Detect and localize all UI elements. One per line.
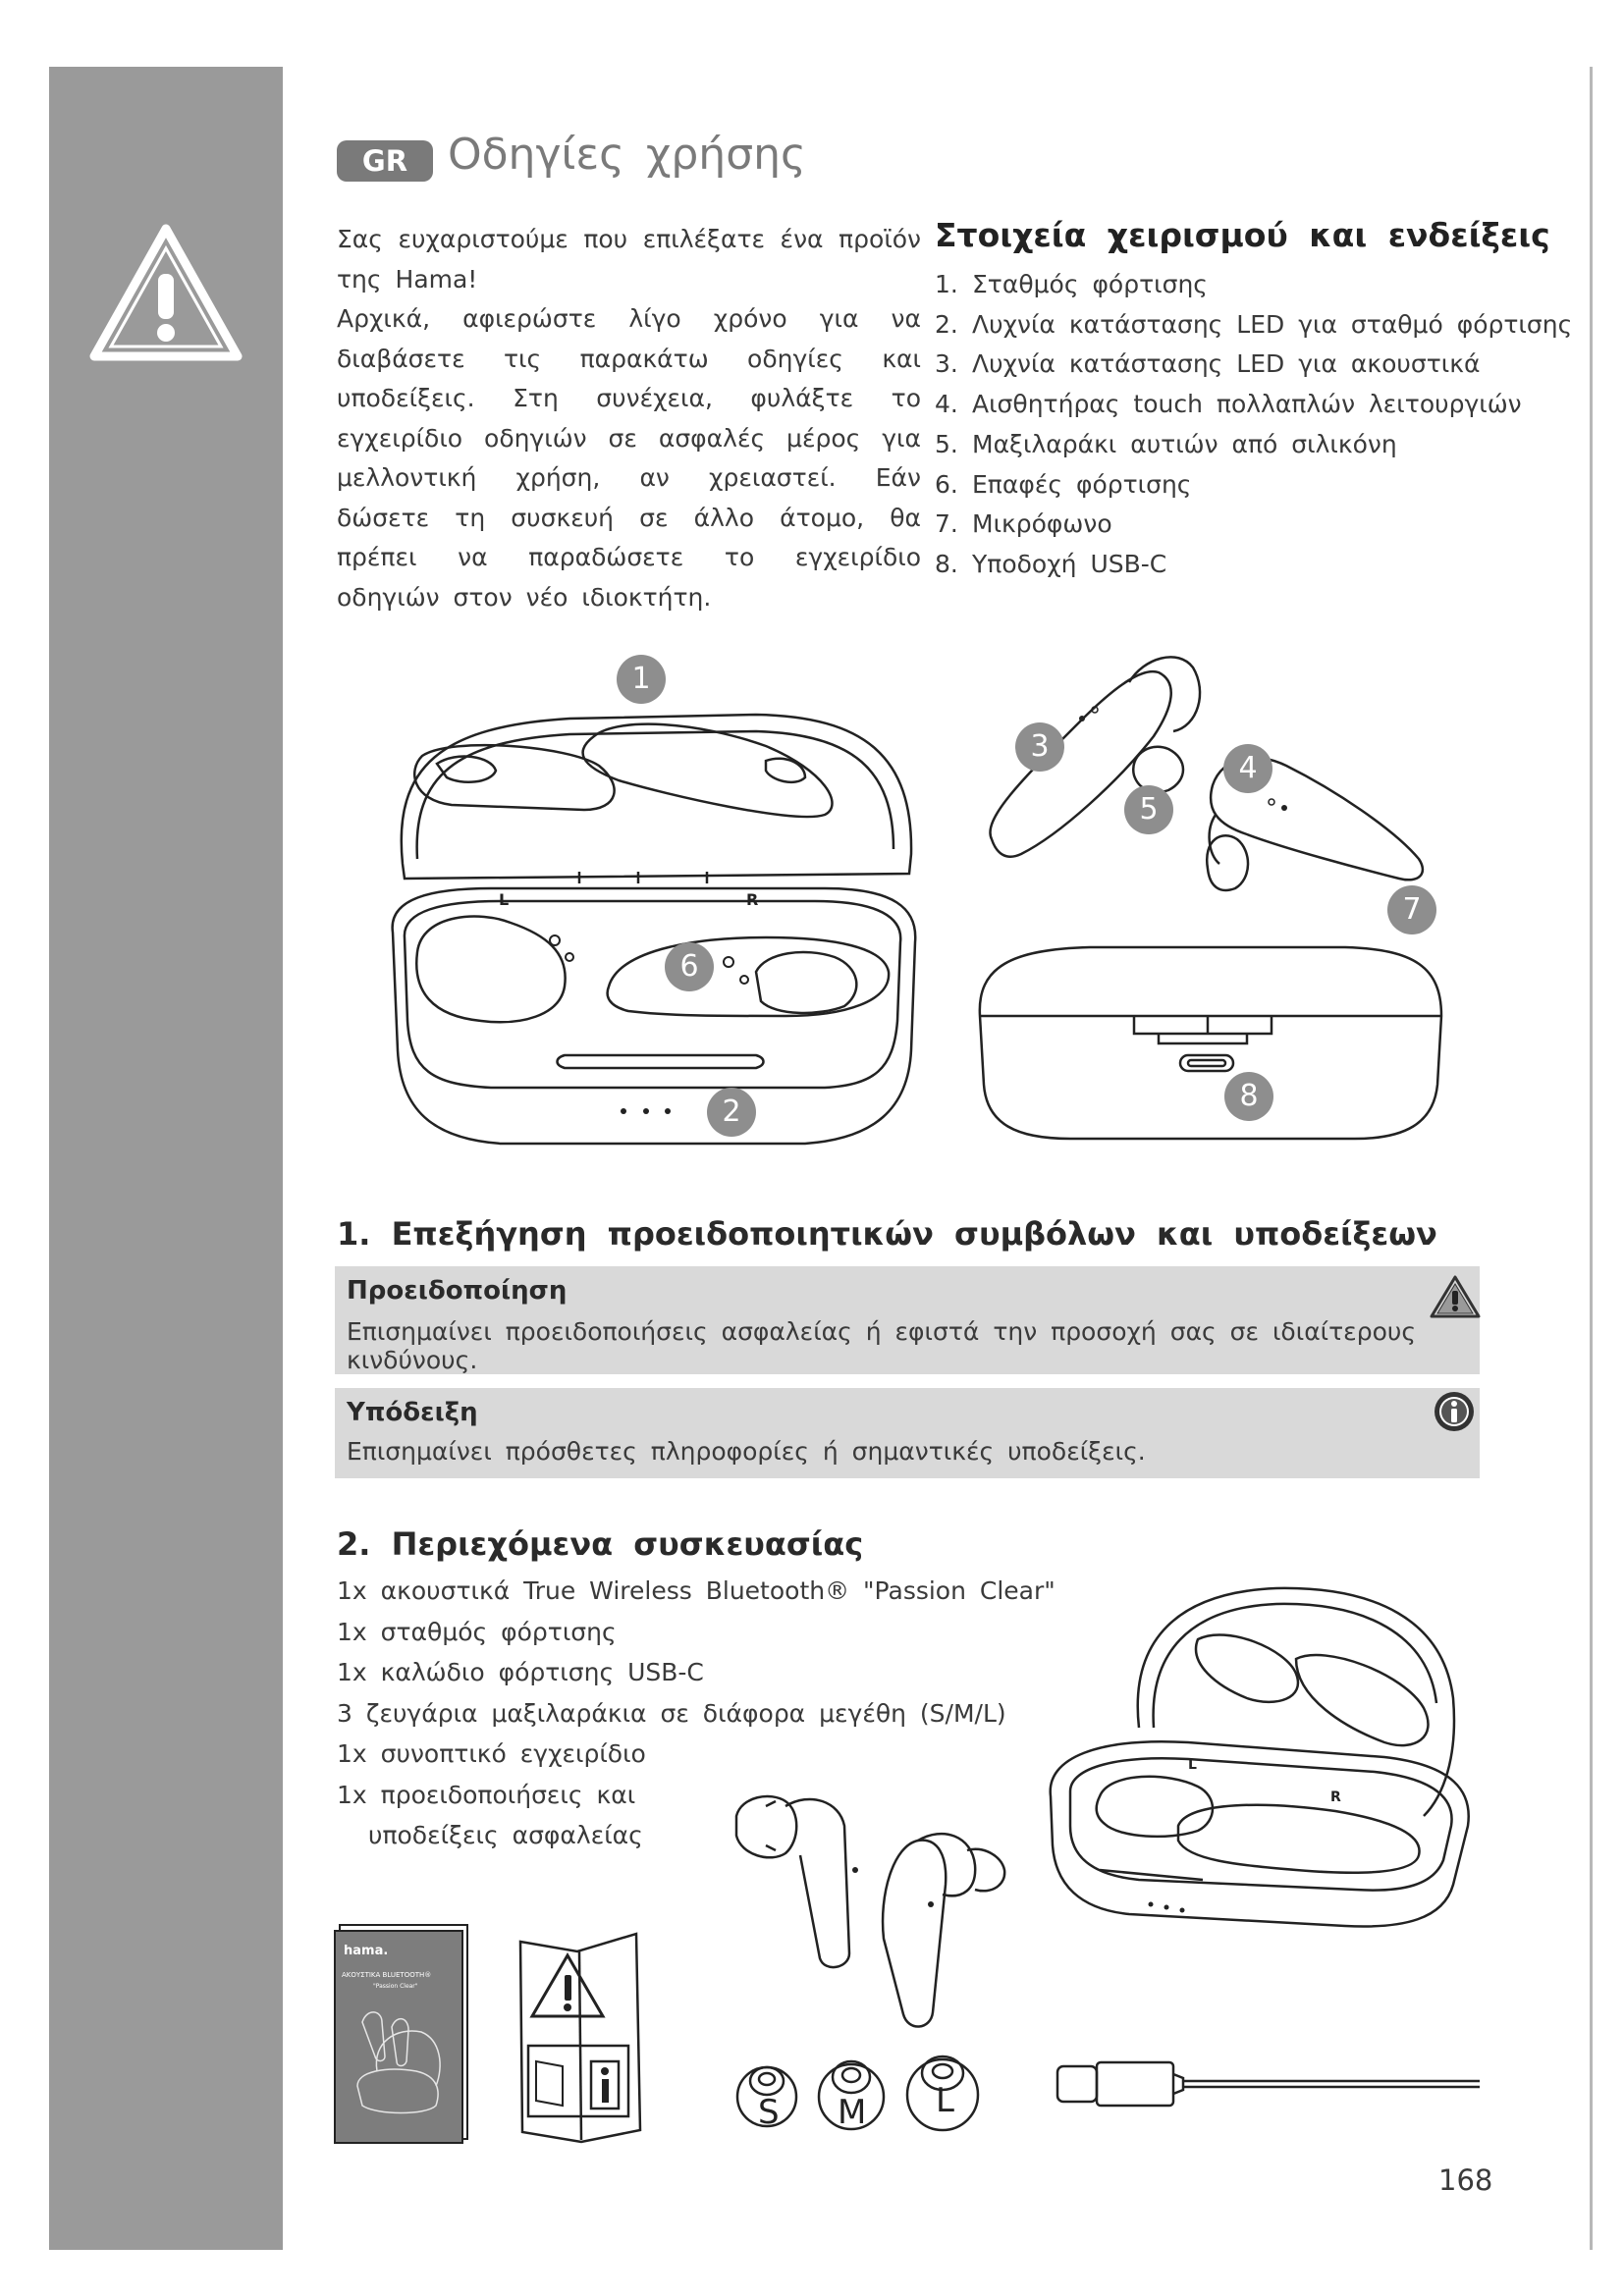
package-item: υποδείξεις ασφαλείας — [368, 1821, 643, 1849]
warning-triangle-icon — [1430, 1274, 1481, 1319]
info-icon — [1433, 1390, 1476, 1433]
quickguide-brand: hama. — [344, 1944, 389, 1958]
warning-text: Επισημαίνει προειδοποιήσεις ασφαλείας ή εφιστά την προσοχή σας σε ιδιαίτερους κινδύνους. — [347, 1317, 1416, 1374]
package-item: 1x προειδοποιήσεις και — [337, 1780, 636, 1809]
controls-item: 3. Λυχνία κατάστασης LED για ακουστικά — [935, 349, 1481, 379]
note-title: Υπόδειξη — [347, 1398, 478, 1427]
quickguide-title: ΑΚΟΥΣΤΙΚΑ BLUETOOTH® — [342, 1971, 432, 1979]
quickguide-product-image — [348, 2002, 446, 2120]
figure-marker-1: 1 — [617, 655, 666, 704]
charging-case-closed-illustration — [972, 937, 1453, 1148]
package-item: 1x σταθμός φόρτισης — [337, 1617, 617, 1646]
ear-tip-small-label: S — [758, 2093, 780, 2132]
controls-item: 2. Λυχνία κατάστασης LED για σταθμό φόρτισης — [935, 309, 1573, 339]
figure-marker-7: 7 — [1387, 885, 1436, 934]
package-case-right-letter: R — [1330, 1789, 1341, 1805]
controls-item: 4. Αισθητήρας touch πολλαπλών λειτουργιών — [935, 390, 1522, 419]
warning-title: Προειδοποίηση — [347, 1276, 568, 1306]
page-title: Οδηγίες χρήσης — [448, 130, 806, 180]
safety-leaflet-illustration — [518, 1924, 644, 2144]
usb-c-cable-illustration — [1056, 2056, 1488, 2115]
figure-marker-4: 4 — [1223, 744, 1272, 793]
controls-item: 7. Μικρόφωνο — [935, 509, 1112, 539]
ear-tip-medium — [815, 2054, 890, 2132]
ear-tip-small — [734, 2059, 803, 2130]
ear-tip-large-label: L — [936, 2081, 954, 2120]
ear-tip-large — [903, 2052, 986, 2136]
package-item: 1x καλώδιο φόρτισης USB-C — [337, 1658, 704, 1686]
intro-paragraph-2: Αρχικά, αφιερώστε λίγο χρόνο για να διαβάσετε τις παρακάτω οδηγίες και υποδείξεις. Στη συνέχεια, φυλάξτε το εγχειρίδιο οδηγιών σε ασφαλές μέρος για μελλοντική χρήση, αν χρειαστεί. Εάν δώσετε τη συσκευή σε άλλο άτομο, θα πρέπει να παραδώσετε το εγχειρίδιο οδηγιών στον νέο ιδιοκτήτη. — [337, 304, 921, 612]
quickguide-booklet — [334, 1924, 467, 2140]
package-item: 1x συνοπτικό εγχειρίδιο — [337, 1739, 646, 1768]
controls-heading: Στοιχεία χειρισμού και ενδείξεις — [935, 216, 1550, 254]
controls-item: 6. Επαφές φόρτισης — [935, 469, 1192, 499]
package-case-left-letter: L — [1188, 1757, 1197, 1773]
case-right-letter: R — [746, 890, 759, 909]
figure-marker-8: 8 — [1224, 1072, 1273, 1121]
figure-marker-2: 2 — [707, 1088, 756, 1137]
intro-paragraph-1: Σας ευχαριστούμε που επιλέξατε ένα προϊόν της Hama! — [337, 225, 921, 294]
case-left-letter: L — [499, 890, 510, 909]
language-badge: GR — [337, 140, 433, 182]
charging-case-open-illustration — [373, 677, 933, 1168]
ear-tip-medium-label: M — [838, 2093, 867, 2132]
warning-triangle-icon — [86, 221, 245, 363]
section2-heading: 2. Περιεχόμενα συσκευασίας — [337, 1525, 864, 1563]
right-margin-rule — [1590, 67, 1593, 2250]
page-number: 168 — [1438, 2163, 1493, 2197]
section1-heading: 1. Επεξήγηση προειδοποιητικών συμβόλων και υποδείξεων — [337, 1215, 1437, 1253]
package-item: 3 ζευγάρια μαξιλαράκια σε διάφορα μεγέθη (S/M/L) — [337, 1698, 1006, 1728]
controls-item: 1. Σταθμός φόρτισης — [935, 270, 1208, 298]
figure-marker-6: 6 — [665, 942, 714, 991]
earbuds-side-illustration — [972, 643, 1453, 928]
quickguide-subtitle: "Passion Clear" — [373, 1983, 418, 1990]
package-earbuds-illustration — [731, 1787, 1026, 2032]
warning-box — [335, 1266, 1480, 1374]
figure-marker-3: 3 — [1015, 722, 1064, 772]
package-item: 1x ακουστικά True Wireless Bluetooth® "Passion Clear" — [337, 1576, 1056, 1605]
package-case-illustration — [1041, 1580, 1473, 1934]
note-box — [335, 1388, 1480, 1478]
note-text: Επισημαίνει πρόσθετες πληροφορίες ή σημαντικές υποδείξεις. — [347, 1437, 1146, 1466]
controls-list — [935, 265, 1572, 585]
controls-item: 8. Υποδοχή USB-C — [935, 549, 1167, 578]
figure-marker-5: 5 — [1124, 785, 1173, 834]
left-sidebar-band — [49, 67, 283, 2250]
controls-item: 5. Μαξιλαράκι αυτιών από σιλικόνη — [935, 429, 1397, 458]
intro-text — [337, 220, 921, 617]
